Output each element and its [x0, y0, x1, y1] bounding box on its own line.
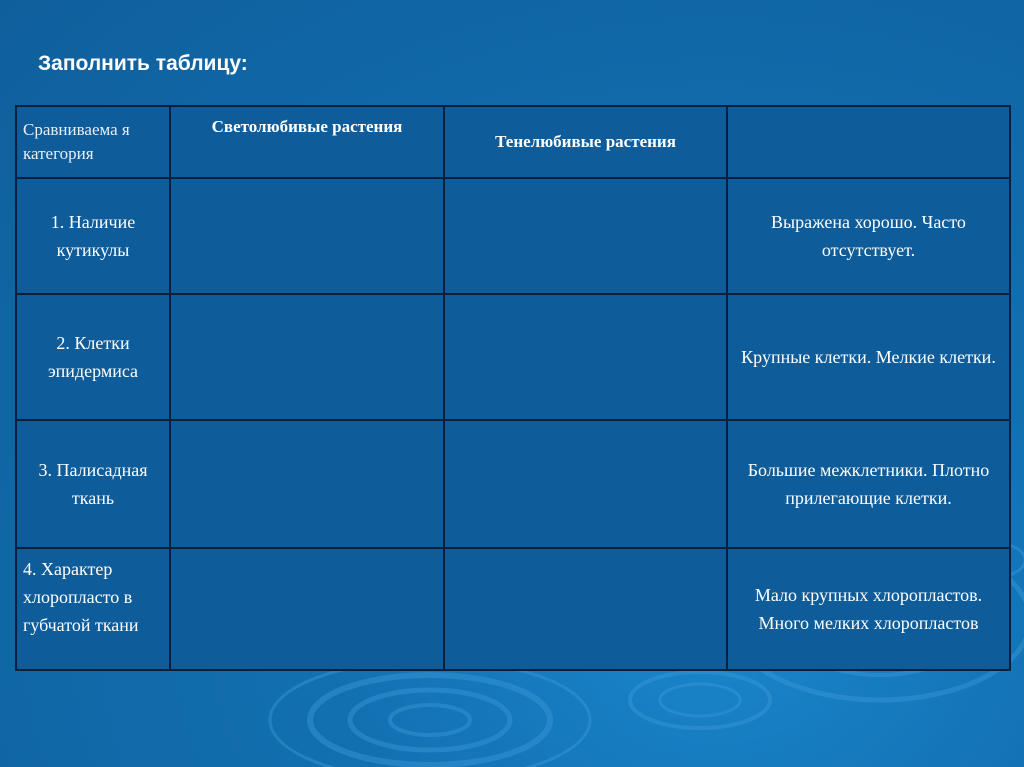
table-row	[16, 178, 1010, 294]
cell-light-loving[interactable]	[170, 548, 444, 670]
cell-shade-loving[interactable]	[444, 178, 727, 294]
header-empty	[727, 106, 1010, 178]
cell-light-loving[interactable]	[170, 294, 444, 420]
cell-note: Большие межклетники. Плотно прилегающие клетки.	[727, 420, 1010, 548]
table-row	[16, 294, 1010, 420]
cell-light-loving[interactable]	[170, 178, 444, 294]
table-header-row	[16, 106, 1010, 178]
row-category: 2. Клетки эпидермиса	[16, 294, 170, 420]
cell-shade-loving[interactable]	[444, 548, 727, 670]
cell-note: Мало крупных хлоропластов. Много мелких хлоропластов	[727, 548, 1010, 670]
row-category: 4. Характер хлоропласто в губчатой ткани	[16, 548, 170, 670]
cell-light-loving[interactable]	[170, 420, 444, 548]
table-row	[16, 420, 1010, 548]
header-light-loving: Светолюбивые растения	[170, 106, 444, 178]
cell-shade-loving[interactable]	[444, 420, 727, 548]
slide-title: Заполнить таблицу:	[38, 52, 248, 75]
cell-shade-loving[interactable]	[444, 294, 727, 420]
header-category: Сравниваема я категория	[16, 106, 170, 178]
header-shade-loving: Тенелюбивые растения	[444, 106, 727, 178]
cell-note: Крупные клетки. Мелкие клетки.	[727, 294, 1010, 420]
table-row	[16, 548, 1010, 670]
row-category: 3. Палисадная ткань	[16, 420, 170, 548]
row-category: 1. Наличие кутикулы	[16, 178, 170, 294]
cell-note: Выражена хорошо. Часто отсутствует.	[727, 178, 1010, 294]
comparison-table	[15, 105, 1011, 671]
